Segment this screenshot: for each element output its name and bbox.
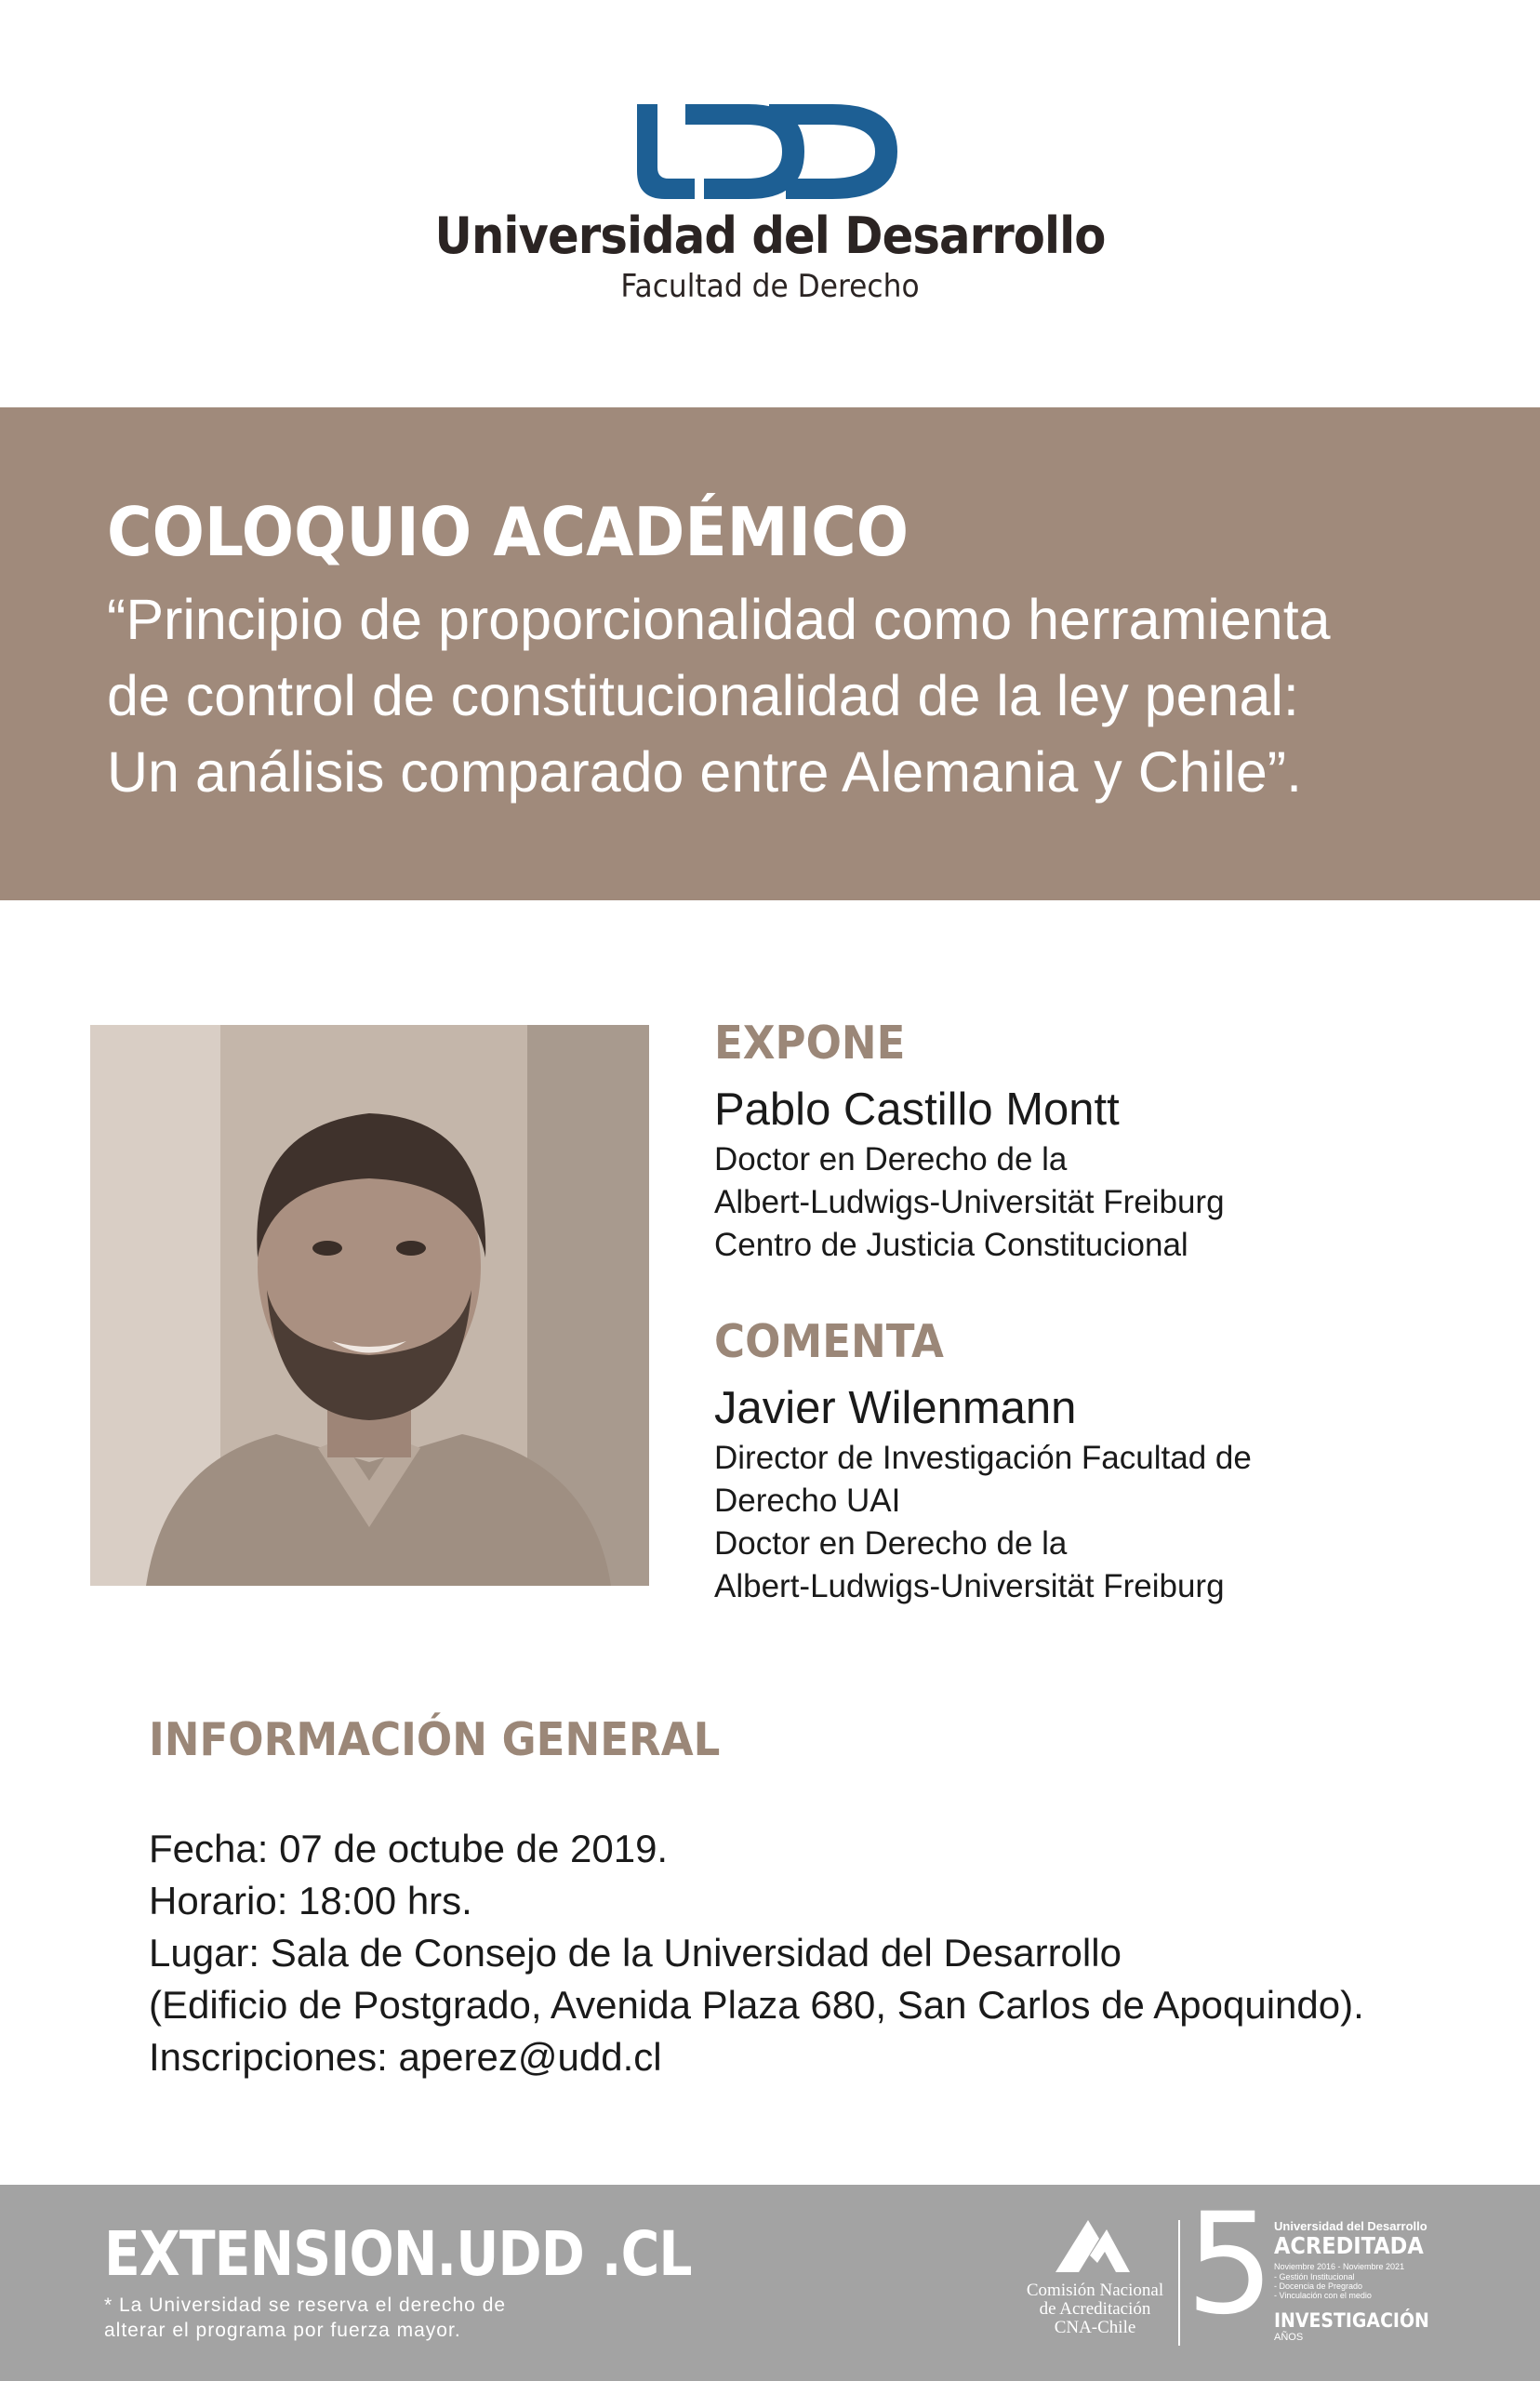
commentator-description-line: Albert-Ludwigs-Universität Freiburg bbox=[714, 1568, 1225, 1604]
info-heading: INFORMACIÓN GENERAL bbox=[149, 1713, 721, 1766]
speaker-name: Pablo Castillo Montt bbox=[714, 1084, 1120, 1135]
speaker-description-line: Albert-Ludwigs-Universität Freiburg bbox=[714, 1184, 1225, 1220]
udd-logo-icon bbox=[637, 104, 897, 199]
cna-line: Comisión Nacional bbox=[1026, 2281, 1164, 2300]
event-title-line: “Principio de proporcionalidad como herramienta bbox=[107, 588, 1331, 651]
accreditation-institution: Universidad del Desarrollo bbox=[1274, 2219, 1427, 2233]
event-title bbox=[107, 581, 1502, 810]
university-name: Universidad del Desarrollo bbox=[434, 206, 1106, 265]
divider bbox=[1178, 2220, 1180, 2346]
accreditation-areas bbox=[1274, 2272, 1372, 2300]
info-registration: Inscripciones: aperez@udd.cl bbox=[149, 2035, 662, 2079]
comenta-heading: COMENTA bbox=[714, 1315, 944, 1368]
cna-line: de Acreditación bbox=[1039, 2299, 1151, 2319]
expone-heading: EXPONE bbox=[714, 1017, 906, 1070]
speaker-description bbox=[714, 1138, 1225, 1267]
cna-logo-icon bbox=[1051, 2218, 1135, 2274]
commentator-description-line: Director de Investigación Facultad de bbox=[714, 1440, 1252, 1476]
accreditation-period: Noviembre 2016 - Noviembre 2021 bbox=[1274, 2262, 1405, 2271]
cna-line: CNA-Chile bbox=[1054, 2318, 1136, 2337]
disclaimer-line: * La Universidad se reserva el derecho de bbox=[104, 2295, 507, 2316]
commentator-description bbox=[714, 1437, 1252, 1608]
event-title-line: Un análisis comparado entre Alemania y Chile”. bbox=[107, 740, 1303, 804]
faculty-name: Facultad de Derecho bbox=[620, 268, 920, 305]
accreditation-extra-area: INVESTIGACIÓN bbox=[1274, 2309, 1429, 2332]
info-time: Horario: 18:00 hrs. bbox=[149, 1879, 472, 1922]
info-details bbox=[149, 1823, 1364, 2083]
commentator-description-line: Derecho UAI bbox=[714, 1483, 901, 1519]
commentator-description-line: Doctor en Derecho de la bbox=[714, 1525, 1068, 1562]
accreditation-years: 5 bbox=[1186, 2184, 1275, 2346]
info-date: Fecha: 07 de octube de 2019. bbox=[149, 1827, 669, 1870]
event-title-line: de control de constitucionalidad de la ley penal: bbox=[107, 664, 1299, 727]
event-type-heading: COLOQUIO ACADÉMICO bbox=[107, 493, 909, 571]
accreditation-area: - Docencia de Pregrado bbox=[1274, 2281, 1363, 2291]
speaker-photo bbox=[90, 1025, 649, 1586]
info-address: (Edificio de Postgrado, Avenida Plaza 680, San Carlos de Apoquindo). bbox=[149, 1983, 1364, 2027]
info-place: Lugar: Sala de Consejo de la Universidad del Desarrollo bbox=[149, 1931, 1122, 1975]
disclaimer-line: alterar el programa por fuerza mayor. bbox=[104, 2320, 461, 2341]
accreditation-status: ACREDITADA bbox=[1274, 2232, 1424, 2259]
accreditation-area: - Gestión Institucional bbox=[1274, 2272, 1355, 2281]
extension-url: EXTENSION.UDD .CL bbox=[104, 2218, 692, 2290]
accreditation-area: - Vinculación con el medio bbox=[1274, 2291, 1372, 2300]
disclaimer bbox=[104, 2293, 506, 2343]
speaker-description-line: Centro de Justicia Constitucional bbox=[714, 1227, 1188, 1263]
speaker-description-line: Doctor en Derecho de la bbox=[714, 1141, 1068, 1177]
commentator-name: Javier Wilenmann bbox=[714, 1383, 1077, 1433]
accreditation-years-label: AÑOS bbox=[1274, 2332, 1304, 2343]
cna-name bbox=[1004, 2281, 1186, 2337]
